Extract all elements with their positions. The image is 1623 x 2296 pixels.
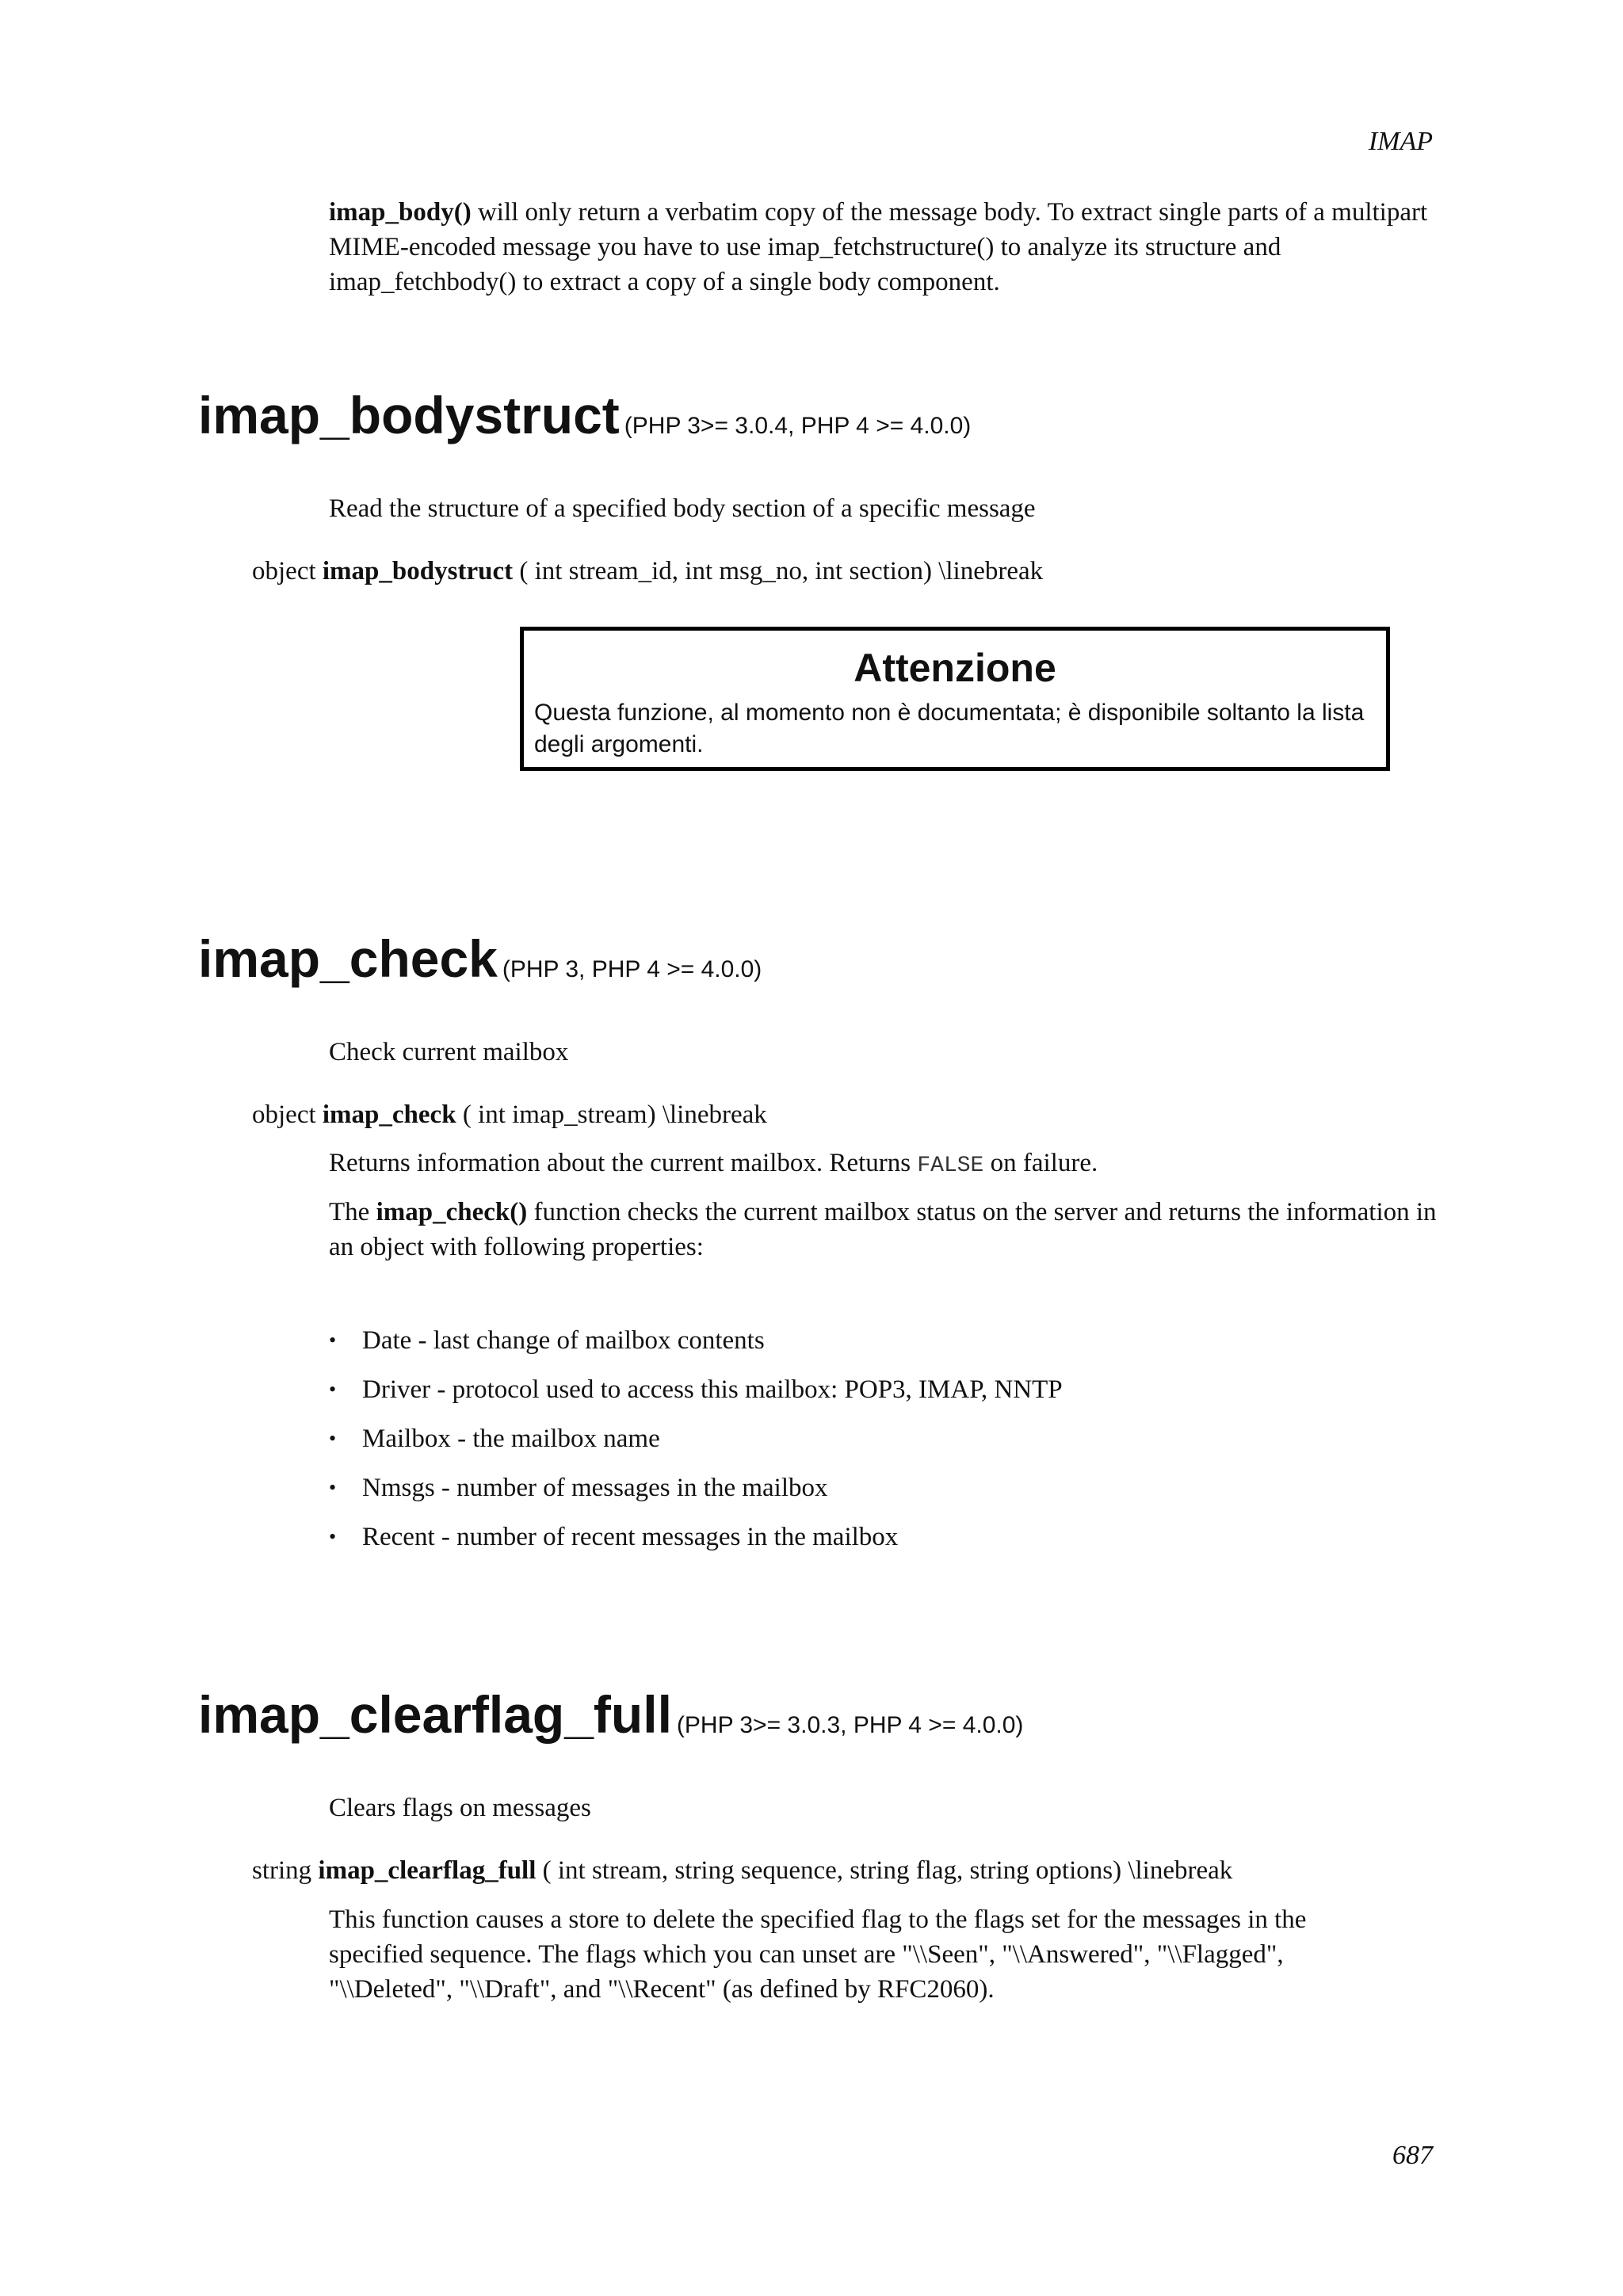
heading-version: (PHP 3>= 3.0.3, PHP 4 >= 4.0.0): [676, 1712, 1024, 1738]
desc-text: The: [329, 1198, 376, 1226]
bullet: •: [329, 1378, 337, 1401]
section-heading-check: [198, 927, 762, 1001]
running-header: IMAP: [1368, 127, 1433, 156]
prototype-return-type: object: [252, 1100, 323, 1129]
prototype-return-type: object: [252, 557, 323, 585]
returns-text: Returns information about the current mailbox. Returns: [329, 1149, 918, 1177]
check-prototype: [252, 1097, 767, 1132]
prototype-params: ( int imap_stream) \linebreak: [456, 1100, 767, 1129]
bullet: •: [329, 1476, 337, 1499]
clearflag-description: This function causes a store to delete the specified flag to the flags set for the messages in the specified sequence. The flags which you can unset are "\\Seen", "\\Answered", "\\Flagged", "\\Deleted", "\\Draft", and "\\Recent" (as defined by RFC2060).: [329, 1905, 1307, 2004]
prototype-params: ( int stream, string sequence, string flag, string options) \linebreak: [536, 1856, 1233, 1885]
section-heading-bodystruct: [198, 383, 971, 458]
warning-box: [520, 627, 1390, 771]
warning-text: Questa funzione, al momento non è documentata; è disponibile soltanto la lista degli argomenti.: [534, 700, 1365, 757]
bullet: •: [329, 1329, 337, 1352]
bodystruct-prototype: [252, 554, 1043, 589]
bullet: •: [329, 1525, 337, 1548]
intro-paragraph: [329, 195, 1438, 299]
intro-function-name: imap_body(): [329, 198, 472, 227]
false-constant: FALSE: [917, 1154, 984, 1178]
heading-title: imap_bodystruct: [198, 386, 620, 444]
section-heading-clearflag: [198, 1683, 1023, 1757]
list-item: • Driver - protocol used to access this mailbox: POP3, IMAP, NNTP: [329, 1372, 1063, 1421]
list-item: • Date - last change of mailbox contents: [329, 1323, 1063, 1372]
bodystruct-summary: Read the structure of a specified body section of a specific message: [329, 494, 1036, 523]
properties-list: [329, 1323, 1063, 1569]
list-item: • Mailbox - the mailbox name: [329, 1421, 1063, 1470]
clearflag-summary: Clears flags on messages: [329, 1794, 591, 1822]
prototype-function-name: imap_clearflag_full: [318, 1856, 537, 1885]
returns-text-end: on failure.: [983, 1149, 1098, 1177]
clearflag-prototype: [252, 1853, 1232, 1888]
check-description: [329, 1195, 1438, 1264]
prototype-function-name: imap_bodystruct: [322, 557, 514, 585]
prototype-return-type: string: [252, 1856, 319, 1885]
page-number: 687: [1392, 2141, 1433, 2170]
bullet: •: [329, 1427, 337, 1450]
intro-text: will only return a verbatim copy of the message body. To extract single parts of a multipart MIME-encoded message you have to use imap_fetchstructure() to analyze its structure and imap_fetchbody() to extract a copy of a single body component.: [329, 198, 1428, 296]
list-item: • Recent - number of recent messages in the mailbox: [329, 1520, 1063, 1569]
list-item: • Nmsgs - number of messages in the mailbox: [329, 1470, 1063, 1520]
check-returns: [329, 1146, 1438, 1184]
heading-title: imap_check: [198, 929, 498, 988]
prototype-params: ( int stream_id, int msg_no, int section) \linebreak: [513, 557, 1044, 585]
desc-function-name: imap_check(): [376, 1198, 528, 1226]
heading-title: imap_clearflag_full: [198, 1685, 672, 1744]
heading-version: (PHP 3>= 3.0.4, PHP 4 >= 4.0.0): [624, 413, 972, 439]
heading-version: (PHP 3, PHP 4 >= 4.0.0): [502, 956, 762, 982]
desc-text-end: function checks the current mailbox status on the server and returns the information in an object with following properties:: [329, 1198, 1437, 1261]
check-summary: Check current mailbox: [329, 1038, 569, 1066]
warning-title: Attenzione: [854, 646, 1056, 690]
prototype-function-name: imap_check: [322, 1100, 456, 1129]
